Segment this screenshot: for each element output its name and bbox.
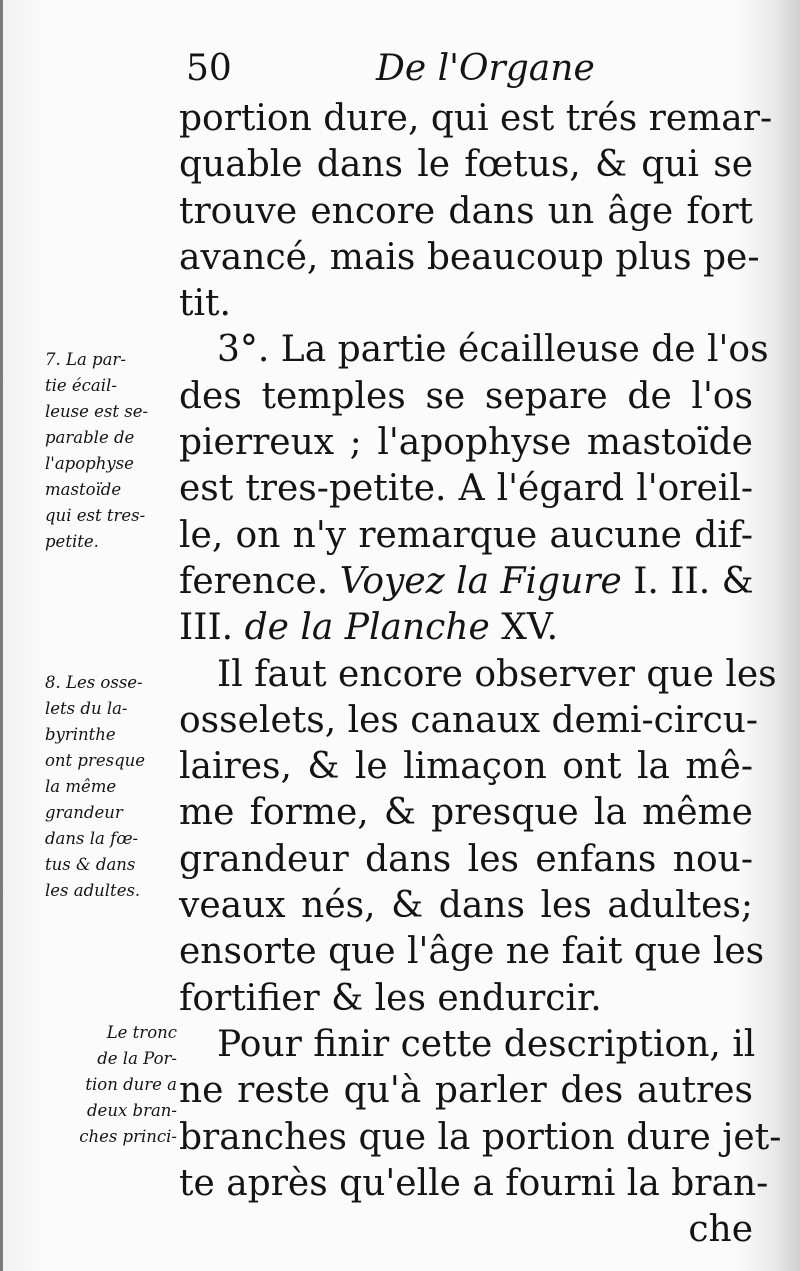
text-segment: che bbox=[688, 1209, 753, 1251]
text-line bbox=[179, 929, 765, 975]
margin-note-line: les adultes. bbox=[45, 881, 141, 900]
margin-note-line: grandeur bbox=[45, 803, 123, 822]
margin-note-line: tus & dans bbox=[45, 855, 136, 874]
text-segment: fortifier & les endurcir. bbox=[179, 977, 602, 1019]
text-segment: est tres-petite. A l'égard l'oreil- bbox=[179, 468, 753, 510]
text-segment: Il faut encore observer que les bbox=[217, 653, 777, 695]
text-segment: Pour finir cette description, il bbox=[217, 1023, 756, 1065]
text-segment: laires, & le limaçon ont la mê- bbox=[179, 746, 753, 788]
text-segment: des temples se separe de l'os bbox=[179, 375, 753, 417]
italic-segment: de la Planche bbox=[244, 607, 490, 649]
margin-note-tronc bbox=[45, 1020, 177, 1150]
text-line bbox=[179, 1207, 753, 1253]
running-title: De l'Organe bbox=[376, 48, 595, 89]
italic-segment: Voyez la Figure bbox=[339, 560, 622, 602]
text-line bbox=[179, 744, 753, 790]
margin-note-8 bbox=[45, 670, 177, 904]
margin-note-line: Le tronc bbox=[106, 1023, 177, 1042]
text-line bbox=[179, 235, 760, 281]
margin-note-line: tie écail- bbox=[45, 376, 117, 395]
margin-note-line: de la Por- bbox=[97, 1049, 177, 1068]
page-header bbox=[186, 44, 746, 94]
margin-note-line: lets du la- bbox=[45, 699, 128, 718]
text-segment: 3°. La partie écailleuse de l'os bbox=[217, 329, 769, 371]
text-segment: osselets, les canaux demi-circu- bbox=[179, 699, 759, 741]
text-segment: ensorte que l'âge ne fait que les bbox=[179, 931, 765, 973]
text-segment: te après qu'elle a fourni la bran- bbox=[179, 1162, 769, 1204]
text-line bbox=[179, 327, 769, 373]
margin-note-line: qui est tres- bbox=[45, 506, 146, 525]
text-line bbox=[179, 1115, 782, 1161]
text-segment: le, on n'y remarque aucune dif- bbox=[179, 514, 753, 556]
text-segment: me forme, & presque la même bbox=[179, 792, 753, 834]
text-line bbox=[179, 513, 753, 559]
text-line bbox=[179, 837, 753, 883]
page-number: 50 bbox=[186, 48, 232, 89]
margin-note-line: petite. bbox=[45, 532, 99, 551]
text-line bbox=[179, 605, 753, 651]
margin-note-line: la même bbox=[45, 777, 117, 796]
text-segment: trouve encore dans un âge fort bbox=[179, 190, 753, 232]
text-line bbox=[179, 698, 759, 744]
margin-note-7 bbox=[45, 347, 177, 555]
text-segment: quable dans le fœtus, & qui se bbox=[179, 144, 753, 186]
text-line bbox=[179, 96, 773, 142]
text-segment: pierreux ; l'apophyse mastoïde bbox=[179, 422, 753, 464]
text-line bbox=[179, 466, 753, 512]
margin-note-line: tion dure a bbox=[85, 1075, 177, 1094]
text-segment: grandeur dans les enfans nou- bbox=[179, 838, 753, 880]
text-segment: avancé, mais beaucoup plus pe- bbox=[179, 236, 760, 278]
margin-note-line: 7. La par- bbox=[45, 350, 126, 369]
text-segment: I. II. & bbox=[621, 560, 754, 602]
text-line bbox=[179, 142, 753, 188]
text-line bbox=[179, 559, 753, 605]
margin-note-line: l'apophyse bbox=[45, 454, 134, 473]
text-segment: veaux nés, & dans les adultes; bbox=[179, 885, 753, 927]
text-line bbox=[179, 790, 753, 836]
text-line bbox=[179, 976, 753, 1022]
margin-note-line: deux bran- bbox=[87, 1101, 177, 1120]
text-line bbox=[179, 189, 753, 235]
margin-note-line: mastoïde bbox=[45, 480, 122, 499]
text-line bbox=[179, 420, 753, 466]
text-segment: ference. bbox=[179, 560, 340, 602]
margin-note-line: ont presque bbox=[45, 751, 146, 770]
text-segment: XV. bbox=[489, 607, 559, 649]
margin-note-line: parable de bbox=[45, 428, 135, 447]
margin-note-line: 8. Les osse- bbox=[45, 673, 143, 692]
margin-note-line: dans la fœ- bbox=[45, 829, 139, 848]
text-segment: III. bbox=[179, 607, 245, 649]
text-line bbox=[179, 281, 753, 327]
text-segment: branches que la portion dure jet- bbox=[179, 1116, 782, 1158]
main-text bbox=[179, 96, 782, 1253]
margin-note-line: ches princi- bbox=[79, 1127, 177, 1146]
text-line bbox=[179, 1161, 769, 1207]
text-line bbox=[179, 652, 777, 698]
text-segment: tit. bbox=[179, 283, 231, 325]
text-line bbox=[179, 883, 753, 929]
text-line bbox=[179, 1068, 753, 1114]
text-line bbox=[179, 1022, 756, 1068]
margin-note-line: byrinthe bbox=[45, 725, 116, 744]
text-segment: portion dure, qui est trés remar- bbox=[179, 98, 773, 139]
text-segment: ne reste qu'à parler des autres bbox=[179, 1070, 753, 1112]
margin-note-line: leuse est se- bbox=[45, 402, 149, 421]
text-line bbox=[179, 374, 753, 420]
